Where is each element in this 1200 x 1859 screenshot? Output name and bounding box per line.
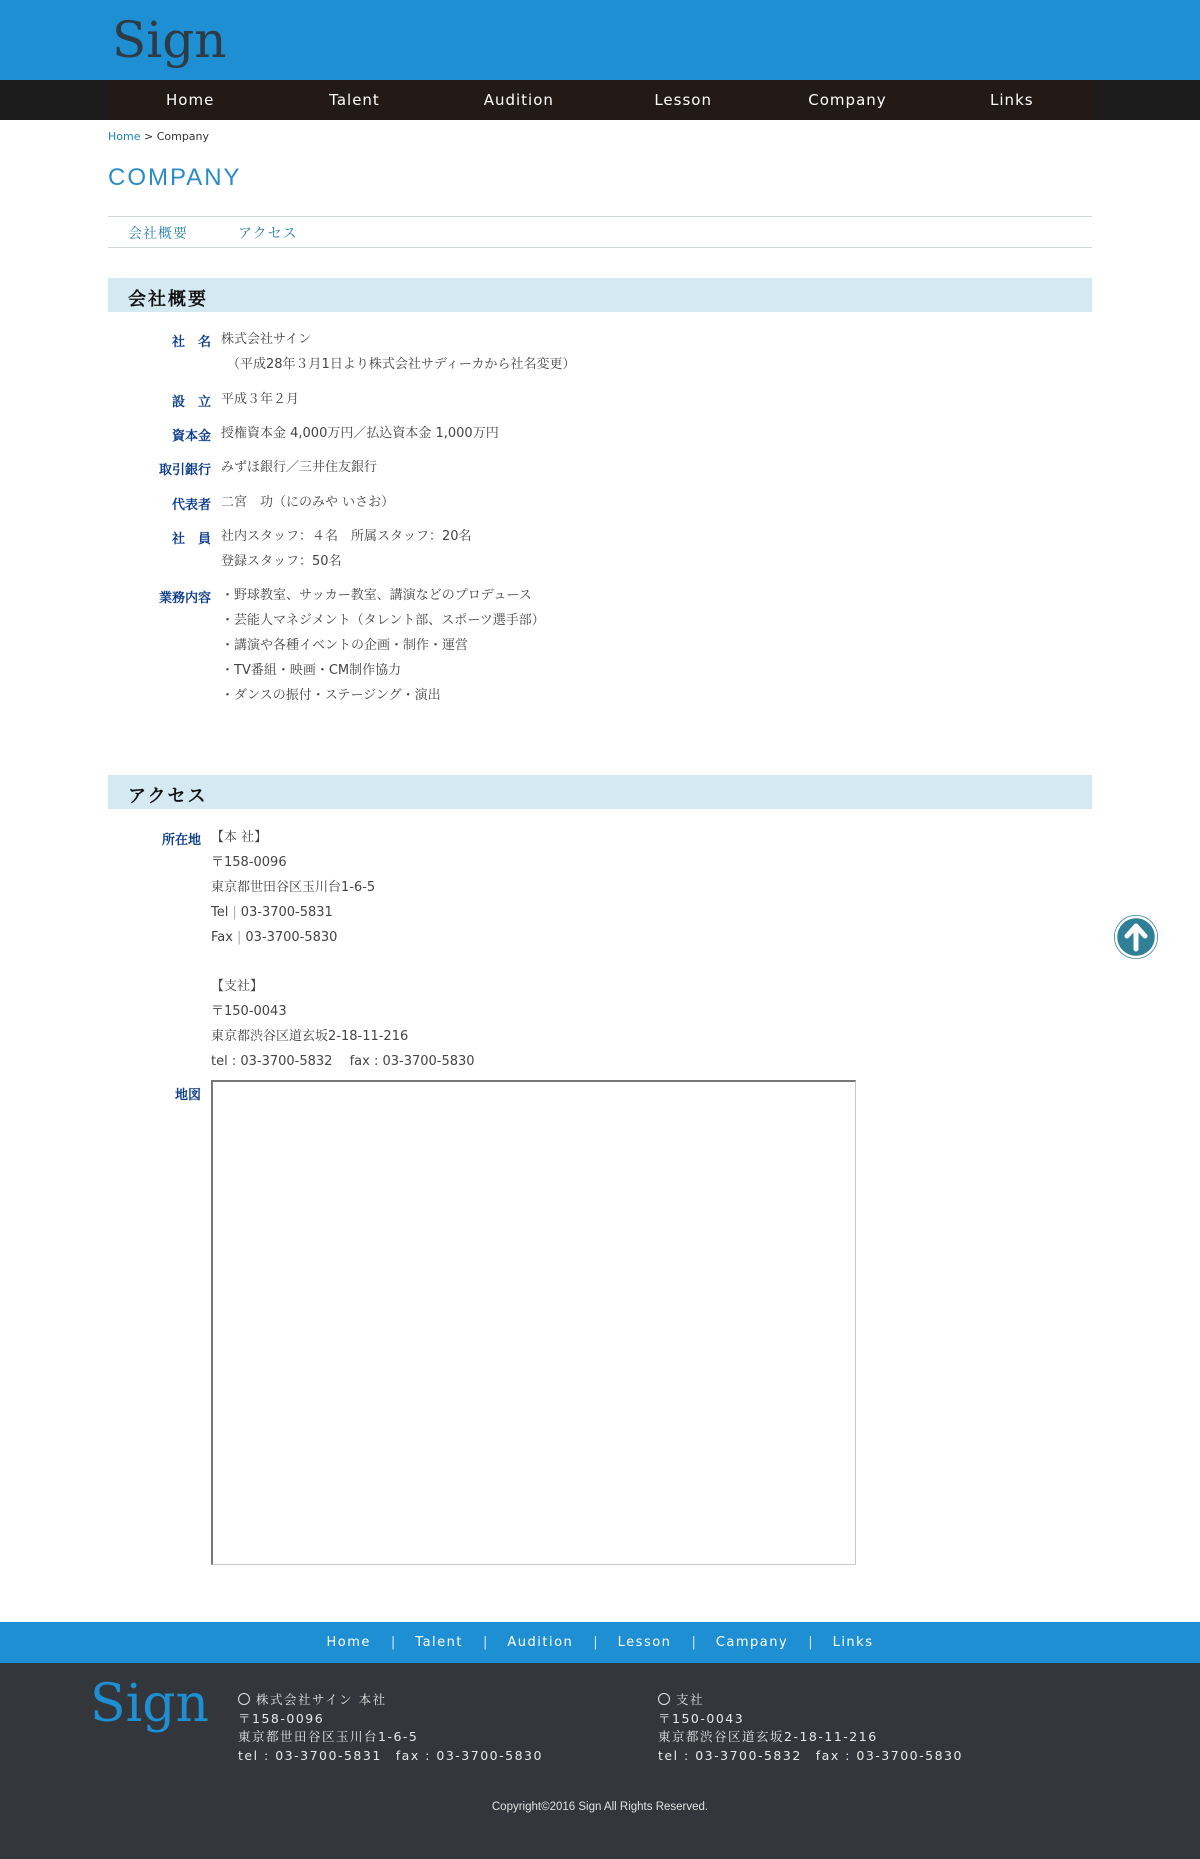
bank-label: 取引銀行 [158,463,211,478]
footer-branch-address: 東京都渋谷区道玄坂2-18-11-216 [658,1729,878,1744]
branch-address: 東京都渋谷区道玄坂2-18-11-216 [211,1029,409,1044]
site-logo[interactable]: Sign [112,11,227,69]
footer-head-office [238,1691,543,1765]
business-item: ・講演や各種イベントの企画・制作・運営 [221,638,469,653]
global-nav-bar [108,80,1094,120]
site-header [0,0,1200,80]
capital-value: 授権資本金 4,000万円／払込資本金 1,000万円 [221,426,499,441]
fax-label: Fax [211,930,233,945]
footer-head-office-title: 株式会社サイン 本社 [256,1692,387,1707]
company-name-note: （平成28年３月1日より株式会社サディーカから社名変更） [227,357,576,372]
founded-value: 平成３年２月 [221,392,300,407]
overview-section-heading [108,278,1092,312]
business-item: ・ダンスの振付・ステージング・演出 [221,688,441,703]
footer-nav-separator: | [390,1635,396,1650]
branch-contact: tel : 03-3700-5832 fax : 03-3700-5830 [211,1054,475,1069]
footer-nav [0,1622,1200,1663]
company-name-label: 社 名 [171,335,211,350]
page-subnav [108,216,1092,248]
footer-nav-separator: | [482,1635,488,1650]
company-name-line: 株式会社サイン [221,332,312,347]
branch-title: 【支社】 [211,979,264,994]
location-label: 所在地 [161,833,201,848]
footer-branch-contact: tel : 03-3700-5832 fax : 03-3700-5830 [658,1747,963,1763]
location-value [211,825,475,1074]
business-value [221,583,545,708]
business-item: ・芸能人マネジメント（タレント部、スポーツ選手部） [221,613,545,628]
tel-number: 03-3700-5831 [240,905,333,920]
nav-item-links[interactable]: Links [990,91,1034,109]
nav-item-audition[interactable]: Audition [483,91,554,109]
breadcrumb-home-link[interactable]: Home [108,130,141,143]
footer-head-office-postal: 〒158-0096 [238,1710,325,1726]
staff-value [221,524,472,574]
subnav-access-link[interactable]: アクセス [238,226,298,242]
footer-nav-separator: | [691,1635,696,1650]
footer-branch-postal: 〒150-0043 [658,1710,745,1726]
capital-label: 資本金 [171,429,211,444]
site-footer [0,1663,1200,1859]
business-item: ・TV番組・映画・CM制作協力 [221,663,402,678]
subnav-overview-link[interactable]: 会社概要 [128,226,188,242]
footer-head-office-address: 東京都世田谷区玉川台1-6-5 [238,1729,419,1744]
page-top-button[interactable] [1114,915,1158,959]
footer-branch [658,1691,963,1765]
page-title: COMPANY [108,164,242,191]
company-name-value [221,327,576,377]
nav-item-lesson[interactable]: Lesson [654,91,712,109]
fax-number: 03-3700-5830 [245,930,338,945]
arrow-up-circle-icon [1114,915,1158,959]
map-label: 地図 [174,1088,201,1103]
head-office-tel: Tel | 03-3700-5831 [211,905,333,920]
nav-item-company[interactable]: Company [808,91,887,109]
breadcrumb-separator: > [143,130,154,143]
breadcrumb-current: Company [156,130,210,143]
circle-icon [238,1693,250,1705]
business-item: ・野球教室、サッカー教室、講演などのプロデュース [221,588,532,603]
copyright: Copyright©2016 Sign All Rights Reserved. [491,1801,709,1813]
footer-branch-title: 支社 [676,1692,705,1707]
footer-head-office-contact: tel : 03-3700-5831 fax : 03-3700-5830 [238,1747,543,1763]
footer-nav-separator: | [593,1635,598,1650]
footer-nav-lesson[interactable]: Lesson [617,1635,672,1650]
footer-nav-audition[interactable]: Audition [507,1635,574,1650]
map-embed[interactable] [211,1080,856,1565]
footer-nav-talent[interactable]: Talent [415,1635,463,1650]
nav-item-talent[interactable]: Talent [329,91,380,109]
business-label: 業務内容 [158,591,211,606]
footer-nav-links[interactable]: Links [832,1635,874,1650]
overview-heading-text: 会社概要 [128,289,208,310]
representative-value: 二宮 功（にのみや いさお） [221,495,395,510]
breadcrumb [108,130,209,143]
staff-line: 登録スタッフ：50名 [221,554,342,569]
circle-icon [658,1693,670,1705]
tel-label: Tel [211,905,229,920]
head-office-fax: Fax | 03-3700-5830 [211,930,338,945]
footer-nav-separator: | [808,1635,813,1650]
global-nav [0,80,1200,120]
staff-label: 社 員 [171,532,211,547]
footer-logo[interactable]: Sign [90,1674,210,1734]
head-office-postal: 〒158-0096 [211,855,287,870]
access-section-heading [108,775,1092,809]
footer-nav-home[interactable]: Home [326,1635,371,1650]
footer-nav-company[interactable]: Campany [715,1635,789,1650]
representative-label: 代表者 [171,498,211,513]
access-heading-text: アクセス [128,786,208,807]
founded-label: 設 立 [171,395,211,410]
bank-value: みずほ銀行／三井住友銀行 [221,460,378,475]
head-office-address: 東京都世田谷区玉川台1-6-5 [211,880,376,895]
nav-item-home[interactable]: Home [166,91,215,109]
head-office-title: 【本 社】 [211,830,268,845]
branch-postal: 〒150-0043 [211,1004,287,1019]
staff-line: 社内スタッフ：４名 所属スタッフ：20名 [221,529,472,544]
